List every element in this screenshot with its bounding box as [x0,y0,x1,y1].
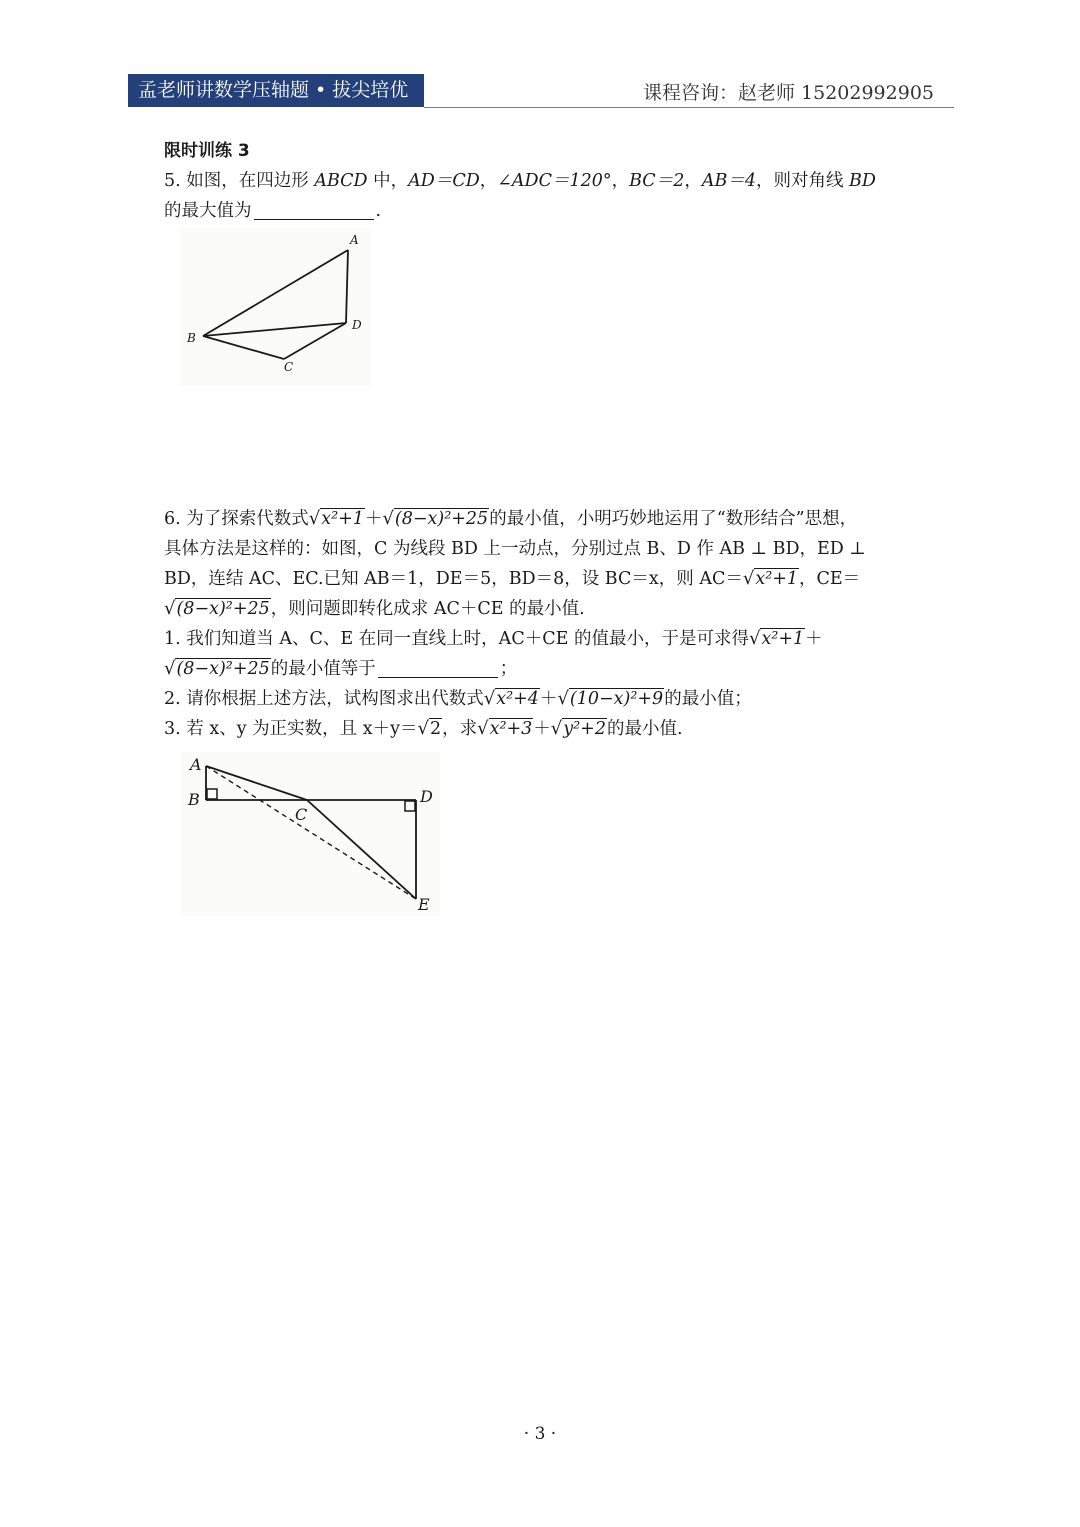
header-divider [424,107,954,108]
page-number: · 3 · [523,1424,557,1444]
sqrt-expression: √2 [417,718,442,739]
segment-ad [346,250,348,323]
segment-ae-dashed [206,766,416,899]
header-title: 孟老师讲数学压轴题 • 拔尖培优 [138,79,409,101]
sqrt-expression: √x²+1 [748,628,805,649]
sqrt-expression: √y²+2 [550,718,606,739]
sqrt-expression: √x²+1 [308,508,364,529]
figure-quadrilateral [180,228,370,386]
sqrt-expression: √x²+1 [742,568,799,589]
sqrt-expression: √(8−x)²+25 [164,658,270,679]
problem-6: 6. 为了探索代数式√x²+1＋√(8−x)²+25的最小值，小明巧妙地运用了“数形结合”思想， 具体方法是这样的：如图，C 为线段 BD 上一动点，分别过点 B、D 作 AB ⊥ BD，ED ⊥ BD，连结 AC、EC.已知 AB＝1，DE＝5，BD＝8，设 BC＝x，则 AC＝√x²+1，CE＝ √(8−x)²+25，则问题即转化成求 AC＋CE 的最小值. 1. 我们知道当 A、C、E 在同一直线上时，AC＋CE 的值最小，于是可求得√x²+1＋ √(8−x)²+25的最小值等于 ； 2. 请你根据上述方法，试构图求出代数式√x²+4＋√(10−x)²+9的最小值； 3. 若 x、y 为正实数，且 x＋y＝√2，求√x²+3＋√y²+2的最小值. [164,504,924,744]
label-d: D [420,787,433,806]
sqrt-expression: √(10−x)²+9 [557,688,664,709]
figure-line-segments [182,752,440,916]
label-c: C [284,360,294,374]
segment-ab [203,250,348,336]
shortest-path-diagram [182,752,440,916]
problem-5: 5. 如图，在四边形 ABCD 中，AD＝CD，∠ADC＝120°，BC＝2，AB＝4，则对角线 BD 的最大值为 . [164,171,876,221]
answer-blank [378,657,498,678]
sqrt-expression: √(8−x)²+25 [164,598,270,619]
section-title: 限时训练 3 [164,141,250,161]
label-c: C [295,805,308,824]
segment-ce [307,800,416,899]
label-b: B [187,331,196,345]
header-contact: 课程咨询：赵老师 15202992905 [642,82,934,104]
answer-blank [254,199,374,220]
label-d: D [352,318,362,332]
label-a: A [350,233,359,247]
sqrt-expression: √x²+3 [477,718,533,739]
label-a: A [190,755,202,774]
right-angle-d [405,801,415,811]
segment-bd [203,323,346,336]
sqrt-expression: √(8−x)²+25 [382,508,489,529]
segment-bc [203,336,284,359]
sqrt-expression: √x²+4 [483,688,539,709]
segment-ac [206,766,307,800]
header-title-band [128,74,424,107]
label-e: E [418,895,430,914]
quadrilateral-diagram [180,228,370,386]
label-b: B [188,790,200,809]
right-angle-b [207,789,217,799]
